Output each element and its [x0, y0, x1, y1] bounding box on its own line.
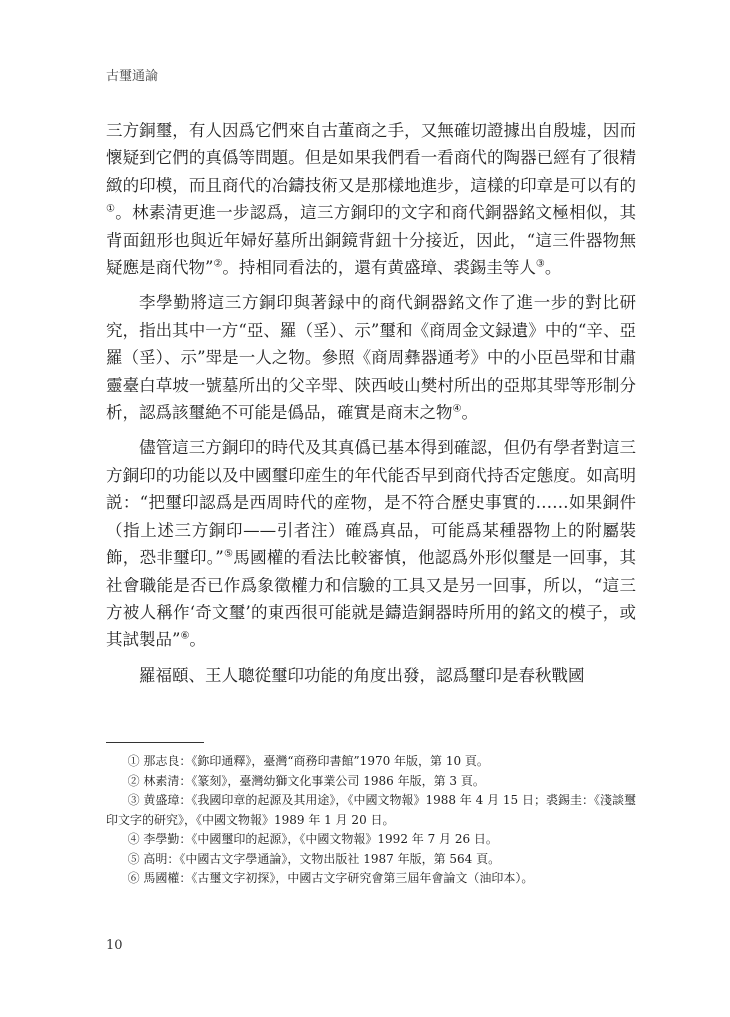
footnote-marker: ②	[213, 258, 223, 270]
paragraph-text: 。	[189, 630, 206, 650]
paragraph-text: 。林素清更進一步認爲，這三方銅印的文字和商代銅器銘文極相似，其背面鈕形也與近年婦好墓所出銅鏡背鈕十分接近，因此，“這三件器物無疑應是商代物”	[106, 203, 637, 278]
paragraph-3	[106, 434, 636, 653]
footnote-separator	[106, 742, 204, 743]
footnote-marker: ①	[106, 203, 116, 215]
footnote-marker: ⑤	[223, 548, 234, 560]
paragraph-text: 。	[461, 403, 478, 423]
footnote-6: ⑥ 馬國權：《古璽文字初探》，中國古文字研究會第三屆年會論文（油印本）。	[127, 871, 534, 885]
paragraph-text: 。持相同看法的，還有黄盛璋、裘錫圭等人	[222, 258, 536, 278]
paragraph-text: 羅福頤、王人聰從璽印功能的角度出發，認爲璽印是春秋戰國	[139, 665, 585, 685]
footnote-3: ③ 黄盛璋：《我國印章的起源及其用途》，《中國文物報》1988 年 4 月 15 日；裘錫圭：《淺談璽印文字的研究》，《中國文物報》1989 年 1 月 20 日。	[106, 793, 636, 827]
footnote-marker: ⑥	[180, 630, 190, 642]
footnotes	[106, 752, 636, 889]
paragraph-text: 李學勤將這三方銅印與著録中的商代銅器銘文作了進一步的對比研究，指出其中一方“亞、羅（㸒）、示”璽和《商周金文録遺》中的“辛、亞羅（㸒）、示”斝是一人之物。參照《商周彝器通考》中的小臣邑斝和甘肅靈臺白草坡一號墓所出的父辛斝、陝西岐山樊村所出的亞䢼其斝等形制分析，認爲該璽絶不可能是僞品，確實是商末之物	[106, 293, 636, 423]
page-number: 10	[106, 938, 123, 953]
paragraph-text: 儘管這三方銅印的時代及其真僞已基本得到確認，但仍有學者對這三方銅印的功能以及中國璽印産生的年代能否早到商代持否定態度。如高明説：“把璽印認爲是西周時代的産物，是不符合歷史事實的……如果銅件（指上述三方銅印——引者注）確爲真品，可能爲某種器物上的附屬裝飾，恐非璽印。”	[106, 438, 636, 568]
body-text	[106, 117, 636, 689]
running-header: 古璽通論	[106, 69, 159, 84]
footnote-marker: ③	[535, 258, 545, 270]
paragraph-text: 。	[544, 258, 562, 278]
footnote-5: ⑤ 高明：《中國古文字學通論》，文物出版社 1987 年版，第 564 頁。	[127, 851, 501, 866]
footnote-2: ② 林素清：《篆刻》，臺灣幼獅文化事業公司 1986 年版，第 3 頁。	[127, 773, 485, 788]
footnote-4: ④ 李學勤：《中國璽印的起源》，《中國文物報》1992 年 7 月 26 日。	[127, 832, 498, 846]
paragraph-4	[106, 662, 636, 689]
paragraph-1	[106, 117, 636, 281]
paragraph-2	[106, 289, 636, 426]
footnote-marker: ④	[452, 403, 462, 415]
paragraph-text: 三方銅璽，有人因爲它們來自古董商之手，又無確切證據出自殷墟，因而懷疑到它們的真僞等問題。但是如果我們看一看商代的陶器已經有了很精緻的印模，而且商代的冶鑄技術又是那樣地進步，這樣的印章是可以有的	[106, 121, 636, 195]
paragraph-text: 馬國權的看法比較審慎，他認爲外形似璽是一回事，其社會職能是否已作爲象徵權力和信驗的工具又是另一回事，所以，“這三方被人稱作‘奇文璽’的東西很可能就是鑄造銅器時所用的銘文的模子，或其試製品”	[106, 548, 637, 650]
footnote-1: ① 那志良：《鉨印通釋》，臺灣“商務印書館”1970 年版，第 10 頁。	[127, 754, 489, 768]
